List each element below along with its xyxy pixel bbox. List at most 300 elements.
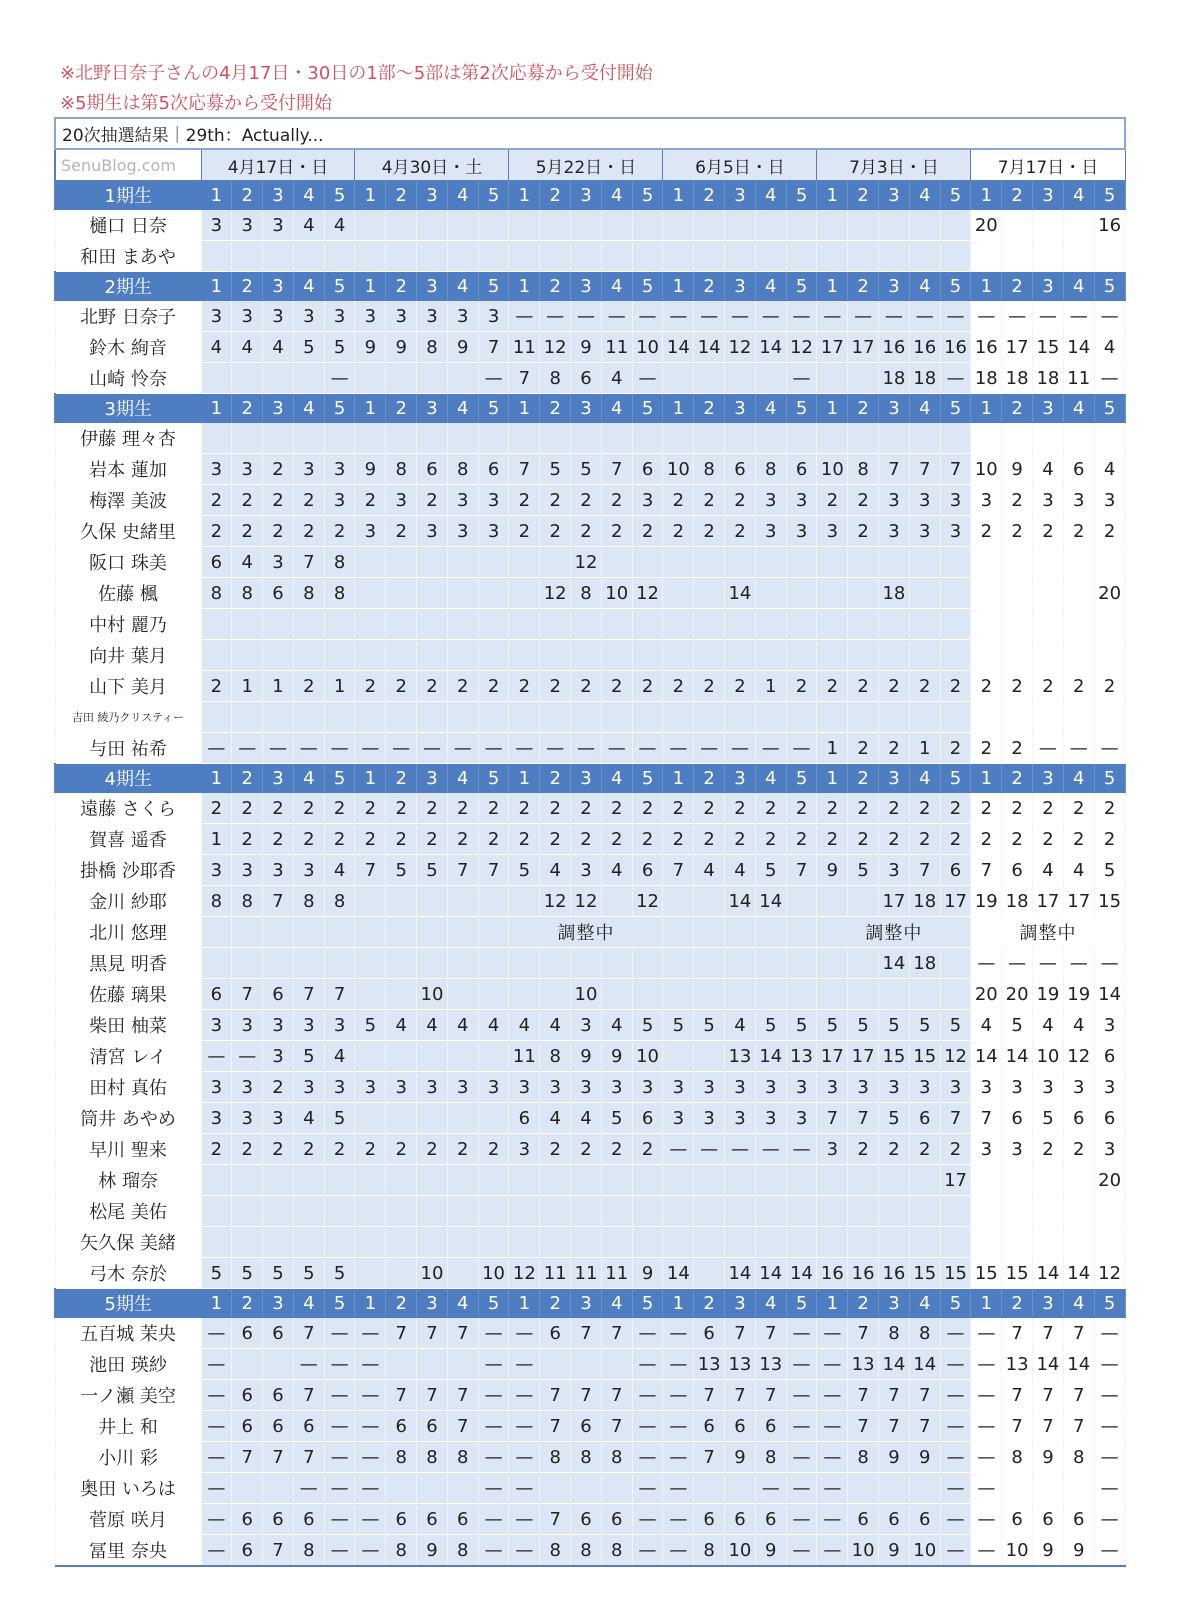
rate-cell: 8 (417, 332, 448, 363)
rate-cell: 3 (324, 1072, 355, 1103)
rate-cell: — (632, 1411, 663, 1442)
rate-cell (417, 423, 448, 454)
part-number: 3 (725, 181, 756, 210)
rate-cell: — (940, 1318, 971, 1349)
rate-cell: 6 (694, 1411, 725, 1442)
member-row (55, 886, 1125, 917)
rate-cell: 17 (879, 886, 910, 917)
rate-cell: 2 (324, 516, 355, 547)
rate-cell: 16 (879, 332, 910, 363)
rate-cell: — (509, 301, 540, 332)
rate-cell (232, 1165, 263, 1196)
rate-cell (540, 979, 571, 1010)
rate-cell (386, 640, 417, 671)
rate-cell: 15 (909, 1258, 940, 1289)
rate-cell (601, 241, 632, 272)
rate-cell (601, 1165, 632, 1196)
rate-cell: 2 (478, 671, 509, 702)
rate-cell: 2 (232, 793, 263, 824)
part-number: 2 (232, 1289, 263, 1318)
rate-cell: 2 (263, 516, 294, 547)
rate-cell: 14 (755, 1041, 786, 1072)
rate-cell: 3 (1094, 1072, 1125, 1103)
rate-cell (909, 423, 940, 454)
rate-cell (755, 241, 786, 272)
rate-cell (478, 640, 509, 671)
rate-cell: 12 (509, 1258, 540, 1289)
part-number: 4 (1063, 764, 1094, 793)
rate-cell: 8 (1063, 1442, 1094, 1473)
rate-cell: 6 (1094, 1103, 1125, 1134)
date-header: 4月17日・日 (201, 149, 355, 181)
rate-cell: 7 (447, 855, 478, 886)
part-number: 1 (817, 764, 848, 793)
rate-cell: 2 (355, 1134, 386, 1165)
part-number: 3 (879, 394, 910, 423)
rate-cell: — (725, 301, 756, 332)
rate-cell: 2 (386, 824, 417, 855)
rate-cell: 2 (601, 516, 632, 547)
rate-cell: 9 (1063, 1535, 1094, 1567)
rate-cell (725, 423, 756, 454)
rate-cell (386, 578, 417, 609)
member-row (55, 578, 1125, 609)
rate-cell: 7 (447, 1380, 478, 1411)
rate-cell (478, 702, 509, 733)
rate-cell: 2 (786, 671, 817, 702)
rate-cell: 7 (848, 1411, 879, 1442)
part-number: 3 (571, 394, 602, 423)
rate-cell: 4 (386, 1010, 417, 1041)
rate-cell (1094, 640, 1125, 671)
rate-cell: 2 (725, 824, 756, 855)
rate-cell: 3 (909, 485, 940, 516)
rate-cell (355, 1165, 386, 1196)
rate-cell (478, 1103, 509, 1134)
rate-cell (293, 948, 324, 979)
rate-cell: 6 (632, 454, 663, 485)
rate-cell (694, 1258, 725, 1289)
part-number: 1 (509, 394, 540, 423)
rate-cell (1033, 578, 1064, 609)
part-number: 3 (725, 272, 756, 301)
rate-cell: 15 (971, 1258, 1002, 1289)
rate-cell (540, 1227, 571, 1258)
part-number: 3 (417, 1289, 448, 1318)
rate-cell: 3 (879, 855, 910, 886)
part-number: 4 (909, 394, 940, 423)
rate-cell (386, 1196, 417, 1227)
rate-cell: 8 (755, 1442, 786, 1473)
rate-cell: 2 (879, 671, 910, 702)
rate-cell: 7 (1063, 1318, 1094, 1349)
rate-cell: 6 (232, 1535, 263, 1567)
rate-cell (848, 363, 879, 394)
member-name: 林 瑠奈 (55, 1165, 201, 1196)
part-number: 5 (324, 394, 355, 423)
rate-cell (601, 210, 632, 241)
part-number: 2 (848, 1289, 879, 1318)
rate-cell: 14 (1033, 1258, 1064, 1289)
rate-cell (755, 578, 786, 609)
rate-cell: 3 (909, 516, 940, 547)
rate-cell: — (263, 733, 294, 764)
rate-cell: 6 (571, 363, 602, 394)
rate-cell (355, 1196, 386, 1227)
rate-cell: 2 (263, 1072, 294, 1103)
rate-cell (663, 702, 694, 733)
rate-cell: 3 (940, 1072, 971, 1103)
rate-cell: 1 (817, 733, 848, 764)
rate-cell (786, 702, 817, 733)
rate-cell: — (478, 1349, 509, 1380)
rate-cell (879, 1196, 910, 1227)
part-number: 4 (909, 1289, 940, 1318)
part-number: 1 (509, 1289, 540, 1318)
rate-cell (478, 948, 509, 979)
rate-cell (571, 1165, 602, 1196)
rate-cell: 4 (201, 332, 232, 363)
rate-cell: 17 (940, 1165, 971, 1196)
rate-cell: — (478, 1504, 509, 1535)
rate-cell: 8 (571, 1442, 602, 1473)
rate-cell: 12 (540, 578, 571, 609)
rate-cell: 7 (478, 855, 509, 886)
rate-cell (909, 1473, 940, 1504)
part-number: 2 (694, 1289, 725, 1318)
rate-cell (293, 423, 324, 454)
rate-cell: 3 (509, 1072, 540, 1103)
rate-cell: 2 (355, 485, 386, 516)
rate-cell: — (1063, 948, 1094, 979)
rate-cell: 6 (447, 1504, 478, 1535)
rate-cell: — (509, 1349, 540, 1380)
rate-cell: 2 (540, 516, 571, 547)
member-row (55, 1535, 1125, 1567)
rate-cell: 7 (540, 1411, 571, 1442)
rate-cell: 4 (601, 1010, 632, 1041)
rate-cell (909, 578, 940, 609)
rate-cell: 2 (879, 824, 910, 855)
rate-cell: 2 (478, 793, 509, 824)
part-number: 4 (755, 394, 786, 423)
rate-cell: 13 (848, 1349, 879, 1380)
rate-cell (263, 241, 294, 272)
rate-cell: 14 (1033, 1349, 1064, 1380)
rate-cell (725, 979, 756, 1010)
rate-cell: 2 (571, 1134, 602, 1165)
rate-cell: — (355, 733, 386, 764)
rate-cell (1002, 578, 1033, 609)
rate-cell (786, 917, 817, 948)
rate-cell (201, 609, 232, 640)
rate-cell (1002, 609, 1033, 640)
rate-cell (447, 1473, 478, 1504)
rate-cell: 7 (601, 1411, 632, 1442)
rate-cell: — (355, 1318, 386, 1349)
rate-cell (725, 948, 756, 979)
member-name: 樋口 日奈 (55, 210, 201, 241)
rate-cell: — (940, 1349, 971, 1380)
rate-cell: — (478, 1442, 509, 1473)
rate-cell: 2 (417, 485, 448, 516)
rate-cell (694, 1227, 725, 1258)
rate-cell: 6 (263, 1380, 294, 1411)
rate-cell: 2 (509, 671, 540, 702)
rate-cell (940, 1227, 971, 1258)
rate-cell: — (201, 1349, 232, 1380)
rate-cell: 3 (879, 485, 910, 516)
rate-cell: 2 (1063, 671, 1094, 702)
rate-cell: — (509, 1442, 540, 1473)
rate-cell: 8 (293, 578, 324, 609)
part-number: 4 (601, 1289, 632, 1318)
rate-cell: 17 (940, 886, 971, 917)
rate-cell: 6 (1002, 1504, 1033, 1535)
rate-cell (663, 1041, 694, 1072)
rate-cell: 2 (879, 1134, 910, 1165)
rate-cell: — (786, 1380, 817, 1411)
rate-cell (509, 702, 540, 733)
part-number: 5 (1094, 272, 1125, 301)
rate-cell (848, 1196, 879, 1227)
rate-cell: 7 (355, 855, 386, 886)
rate-cell: 5 (632, 1010, 663, 1041)
rate-cell: 6 (263, 1411, 294, 1442)
rate-cell: 16 (879, 1258, 910, 1289)
rate-cell: 3 (755, 1103, 786, 1134)
rate-cell: 3 (879, 1072, 910, 1103)
part-number: 5 (632, 272, 663, 301)
member-row (55, 824, 1125, 855)
member-row (55, 1349, 1125, 1380)
rate-cell: 16 (848, 1258, 879, 1289)
rate-cell (848, 948, 879, 979)
member-name: 菅原 咲月 (55, 1504, 201, 1535)
rate-cell: 4 (540, 855, 571, 886)
rate-cell (478, 1196, 509, 1227)
part-number: 1 (355, 272, 386, 301)
rate-cell (509, 423, 540, 454)
rate-cell (601, 886, 632, 917)
rate-cell (355, 578, 386, 609)
rate-cell: — (571, 301, 602, 332)
rate-cell (386, 1473, 417, 1504)
rate-cell (201, 948, 232, 979)
rate-cell (725, 609, 756, 640)
rate-cell: 3 (232, 1010, 263, 1041)
rate-cell (232, 948, 263, 979)
rate-cell: 7 (1002, 1411, 1033, 1442)
member-row (55, 1442, 1125, 1473)
rate-cell (386, 547, 417, 578)
rate-cell: 10 (848, 1535, 879, 1567)
part-number: 1 (201, 272, 232, 301)
rate-cell: — (971, 1535, 1002, 1567)
rate-cell (571, 423, 602, 454)
rate-cell: 15 (879, 1041, 910, 1072)
rate-cell (817, 640, 848, 671)
rate-cell: 17 (848, 1041, 879, 1072)
rate-cell: — (201, 1473, 232, 1504)
rate-cell: — (971, 301, 1002, 332)
rate-cell: — (725, 733, 756, 764)
rate-cell: 8 (879, 1318, 910, 1349)
rate-cell (909, 979, 940, 1010)
rate-cell: 3 (786, 516, 817, 547)
rate-cell (848, 886, 879, 917)
note-line-2: ※5期生は第5次応募から受付開始 (60, 93, 332, 114)
rate-cell (601, 1227, 632, 1258)
rate-cell: 15 (909, 1041, 940, 1072)
rate-cell: 5 (663, 1010, 694, 1041)
rate-cell (817, 241, 848, 272)
rate-cell (940, 210, 971, 241)
rate-cell: 3 (447, 1072, 478, 1103)
rate-cell: — (632, 733, 663, 764)
rate-cell (1094, 1196, 1125, 1227)
rate-cell (694, 640, 725, 671)
rate-cell: 2 (601, 671, 632, 702)
rate-cell (725, 363, 756, 394)
rate-cell: 2 (909, 1134, 940, 1165)
rate-cell: 2 (571, 824, 602, 855)
rate-cell (447, 241, 478, 272)
part-number: 3 (571, 764, 602, 793)
member-name: 伊藤 理々杏 (55, 423, 201, 454)
rate-cell (540, 609, 571, 640)
rate-cell (755, 1165, 786, 1196)
rate-cell (1002, 1196, 1033, 1227)
rate-cell: 2 (355, 824, 386, 855)
rate-cell (355, 702, 386, 733)
part-number: 2 (540, 272, 571, 301)
rate-cell: 6 (571, 1411, 602, 1442)
rate-cell (786, 578, 817, 609)
rate-cell: — (663, 301, 694, 332)
member-name: 田村 真佑 (55, 1072, 201, 1103)
rate-cell: — (940, 1411, 971, 1442)
rate-cell: 20 (1094, 578, 1125, 609)
rate-cell: 5 (355, 1010, 386, 1041)
rate-cell: — (478, 733, 509, 764)
rate-cell: 2 (940, 1134, 971, 1165)
rate-cell: 3 (232, 454, 263, 485)
rate-cell: 3 (293, 1010, 324, 1041)
part-number: 2 (1002, 1289, 1033, 1318)
rate-cell: 4 (571, 1103, 602, 1134)
rate-cell: 2 (601, 824, 632, 855)
rate-cell: 3 (324, 454, 355, 485)
rate-cell: 6 (725, 454, 756, 485)
rate-cell: — (755, 1134, 786, 1165)
part-number: 4 (1063, 181, 1094, 210)
rate-cell (386, 886, 417, 917)
rate-cell: 6 (1063, 1504, 1094, 1535)
rate-cell: 1 (324, 671, 355, 702)
rate-cell (263, 640, 294, 671)
rate-cell (817, 547, 848, 578)
rate-cell (1063, 1165, 1094, 1196)
rate-cell: — (293, 1473, 324, 1504)
member-name: 久保 史緒里 (55, 516, 201, 547)
rate-cell: 14 (1063, 1349, 1094, 1380)
rate-cell: — (478, 1473, 509, 1504)
rate-cell: 3 (755, 516, 786, 547)
rate-cell: 7 (540, 1380, 571, 1411)
rate-cell: 14 (663, 332, 694, 363)
rate-cell (1033, 210, 1064, 241)
rate-cell: 2 (571, 516, 602, 547)
rate-cell (417, 1227, 448, 1258)
rate-cell: 2 (1033, 1134, 1064, 1165)
rate-cell: 2 (355, 671, 386, 702)
rate-cell (971, 547, 1002, 578)
rate-cell (355, 547, 386, 578)
rate-cell: 14 (755, 886, 786, 917)
rate-cell: 6 (694, 1504, 725, 1535)
rate-cell: 2 (509, 516, 540, 547)
rate-cell (540, 948, 571, 979)
rate-cell: 2 (1002, 793, 1033, 824)
rate-cell (447, 609, 478, 640)
rate-cell (663, 241, 694, 272)
generation-header-row (55, 394, 1125, 423)
rate-cell (909, 241, 940, 272)
rate-cell (1063, 210, 1094, 241)
rate-cell: 10 (632, 1041, 663, 1072)
rate-cell (971, 702, 1002, 733)
rate-cell (848, 578, 879, 609)
rate-cell (447, 1349, 478, 1380)
rate-cell (324, 1227, 355, 1258)
rate-cell: 7 (879, 1411, 910, 1442)
rate-cell: — (478, 1411, 509, 1442)
rate-cell (447, 1227, 478, 1258)
rate-cell (694, 578, 725, 609)
rate-cell (1094, 609, 1125, 640)
rate-cell: 7 (940, 454, 971, 485)
rate-cell: 7 (263, 886, 294, 917)
rate-cell: 7 (263, 1442, 294, 1473)
rate-cell: — (632, 1504, 663, 1535)
rate-cell: — (201, 1535, 232, 1567)
part-number: 1 (355, 394, 386, 423)
rate-cell: 18 (909, 948, 940, 979)
rate-cell: 2 (694, 671, 725, 702)
rate-cell: 3 (694, 1103, 725, 1134)
rate-cell (971, 578, 1002, 609)
rate-cell: 5 (879, 1103, 910, 1134)
rate-cell: 7 (1002, 1380, 1033, 1411)
part-number: 5 (324, 181, 355, 210)
generation-label: 5期生 (55, 1289, 201, 1318)
rate-cell: 2 (417, 1134, 448, 1165)
rate-cell (1033, 640, 1064, 671)
rate-cell: 3 (293, 855, 324, 886)
rate-cell: 2 (201, 671, 232, 702)
rate-cell: 2 (848, 671, 879, 702)
rate-cell: 4 (263, 332, 294, 363)
rate-cell (355, 948, 386, 979)
member-name: 弓木 奈於 (55, 1258, 201, 1289)
member-row (55, 979, 1125, 1010)
rate-cell: 9 (879, 1535, 910, 1567)
rate-cell: 10 (971, 454, 1002, 485)
rate-cell (663, 1196, 694, 1227)
rate-cell: 2 (1063, 824, 1094, 855)
rate-cell: — (632, 1442, 663, 1473)
